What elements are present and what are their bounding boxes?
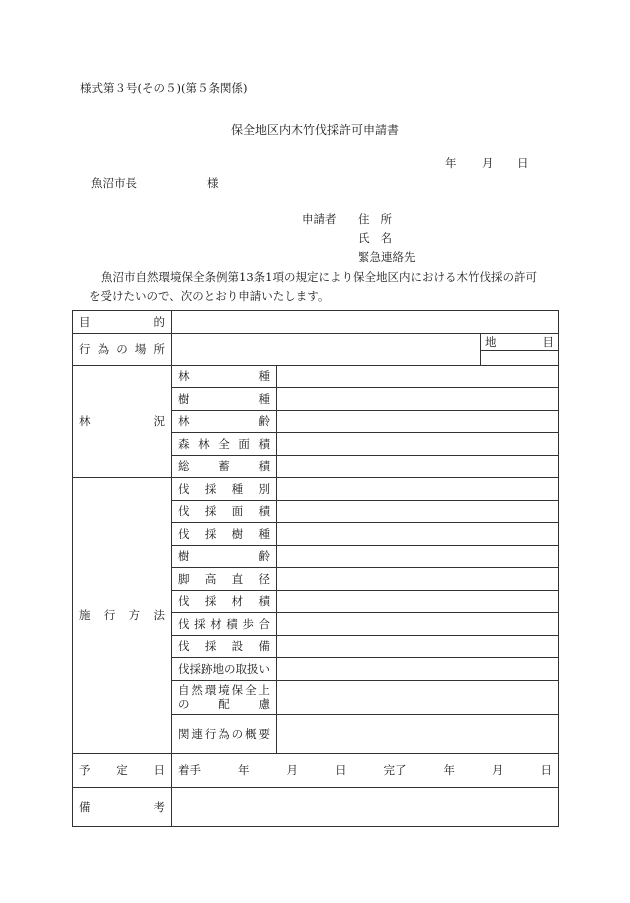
document-title: 保全地区内木竹伐採許可申請書 (230, 123, 399, 137)
method-item-label: 樹齢 (178, 549, 270, 564)
forest-item-cell (172, 410, 277, 433)
forest-item-cell (172, 388, 277, 411)
forest-item-label: 林種 (178, 369, 270, 384)
chimoku-label: 地目 (481, 334, 558, 351)
addressee-name: 魚沼市長 (91, 176, 137, 190)
forest-item-label: 樹種 (178, 391, 270, 406)
forest-item-input[interactable] (277, 365, 559, 388)
forest-item-input[interactable] (277, 410, 559, 433)
schedule-start-year: 年 (238, 763, 250, 777)
forest-status-label: 林況 (79, 414, 165, 429)
remarks-input-cell[interactable] (172, 787, 559, 826)
table-row (73, 787, 559, 826)
method-item-cell (172, 523, 277, 546)
schedule-end-label: 完了 (383, 763, 407, 777)
schedule-label-cell (73, 753, 172, 787)
intro-paragraph (89, 268, 562, 306)
addressee-honorific: 様 (207, 176, 219, 190)
method-item-label: 伐採材積 (178, 594, 270, 609)
forest-item-input[interactable] (277, 455, 559, 478)
location-label-cell (73, 333, 172, 365)
chimoku-input[interactable] (481, 351, 558, 365)
forest-item-input[interactable] (277, 433, 559, 456)
schedule-end-day: 日 (540, 763, 552, 777)
method-item-cell (172, 500, 277, 523)
method-item-cell (172, 568, 277, 591)
table-row (73, 753, 559, 787)
schedule-end-month: 月 (492, 763, 504, 777)
form-number: 様式第３号(その５)(第５条関係) (80, 81, 248, 95)
method-item-cell (172, 613, 277, 636)
forest-item-cell (172, 365, 277, 388)
chimoku-cell (481, 333, 559, 365)
applicant-contact-label: 緊急連絡先 (358, 250, 416, 264)
schedule-end-year: 年 (443, 763, 455, 777)
forest-item-label: 森林全面積 (178, 436, 270, 451)
method-item-cell (172, 635, 277, 658)
schedule-start-label: 着手 (178, 763, 201, 777)
method-item-cell (172, 478, 277, 501)
method-item-label: 伐採種別 (178, 481, 270, 496)
forest-item-cell (172, 455, 277, 478)
forest-item-input[interactable] (277, 388, 559, 411)
remarks-label: 備考 (79, 799, 165, 814)
related-activity-label: 関連行為の概要 (178, 726, 270, 741)
method-item-label: 伐採材積歩合 (178, 616, 270, 631)
forest-item-label: 林齢 (178, 414, 270, 429)
method-item-cell (172, 545, 277, 568)
method-label: 施行方法 (79, 608, 165, 623)
method-item-input[interactable] (277, 635, 559, 658)
method-item-label: 脚高直径 (178, 571, 270, 586)
date-month-label: 月 (482, 156, 494, 170)
date-year-label: 年 (445, 156, 457, 170)
method-item-label: 伐採設備 (178, 639, 270, 654)
date-day-label: 日 (517, 156, 529, 170)
intro-line-2: を受けたいので、次のとおり申請いたします。 (89, 289, 330, 303)
schedule-start-day: 日 (335, 763, 347, 777)
related-activity-cell (172, 714, 277, 753)
schedule-input-cell[interactable] (172, 753, 559, 787)
applicant-name-label: 氏名 (358, 231, 403, 245)
application-table (72, 310, 559, 827)
method-item-cell (172, 658, 277, 681)
schedule-label: 予定日 (79, 763, 165, 777)
table-row (73, 478, 559, 501)
method-item-label: 伐採面積 (178, 504, 270, 519)
method-item-input[interactable] (277, 523, 559, 546)
method-item-input[interactable] (277, 500, 559, 523)
purpose-input-cell[interactable] (172, 311, 559, 334)
nature-consideration-cell (172, 680, 277, 714)
method-label-cell (73, 478, 172, 754)
related-activity-input[interactable] (277, 714, 559, 753)
forest-item-label: 総蓄積 (178, 459, 270, 474)
purpose-label-cell (73, 311, 172, 334)
purpose-label: 目的 (79, 314, 165, 329)
nature-consideration-line2: の配慮 (178, 697, 270, 711)
applicant-address-label: 住所 (358, 212, 403, 226)
schedule-fields (178, 762, 552, 778)
intro-line-1: 魚沼市自然環境保全条例第13条1項の規定により保全地区内における木竹伐採の許可 (101, 270, 537, 284)
location-label: 行為の場所 (79, 342, 165, 356)
method-item-input[interactable] (277, 590, 559, 613)
table-row (73, 311, 559, 334)
method-item-input[interactable] (277, 478, 559, 501)
forest-status-label-cell (73, 365, 172, 478)
method-item-input[interactable] (277, 658, 559, 681)
table-row (73, 365, 559, 388)
remarks-label-cell (73, 787, 172, 826)
method-item-label: 伐採樹種 (178, 526, 270, 541)
method-item-cell (172, 590, 277, 613)
forest-item-cell (172, 433, 277, 456)
schedule-start-month: 月 (286, 763, 298, 777)
applicant-label: 申請者 (302, 212, 337, 226)
method-item-input[interactable] (277, 613, 559, 636)
method-item-input[interactable] (277, 545, 559, 568)
method-item-input[interactable] (277, 568, 559, 591)
table-row (73, 333, 559, 365)
nature-consideration-line1: 自然環境保全上 (178, 683, 270, 697)
method-item-label: 伐採跡地の取扱い (178, 661, 270, 676)
location-input-cell[interactable] (172, 333, 481, 365)
nature-consideration-input[interactable] (277, 680, 559, 714)
